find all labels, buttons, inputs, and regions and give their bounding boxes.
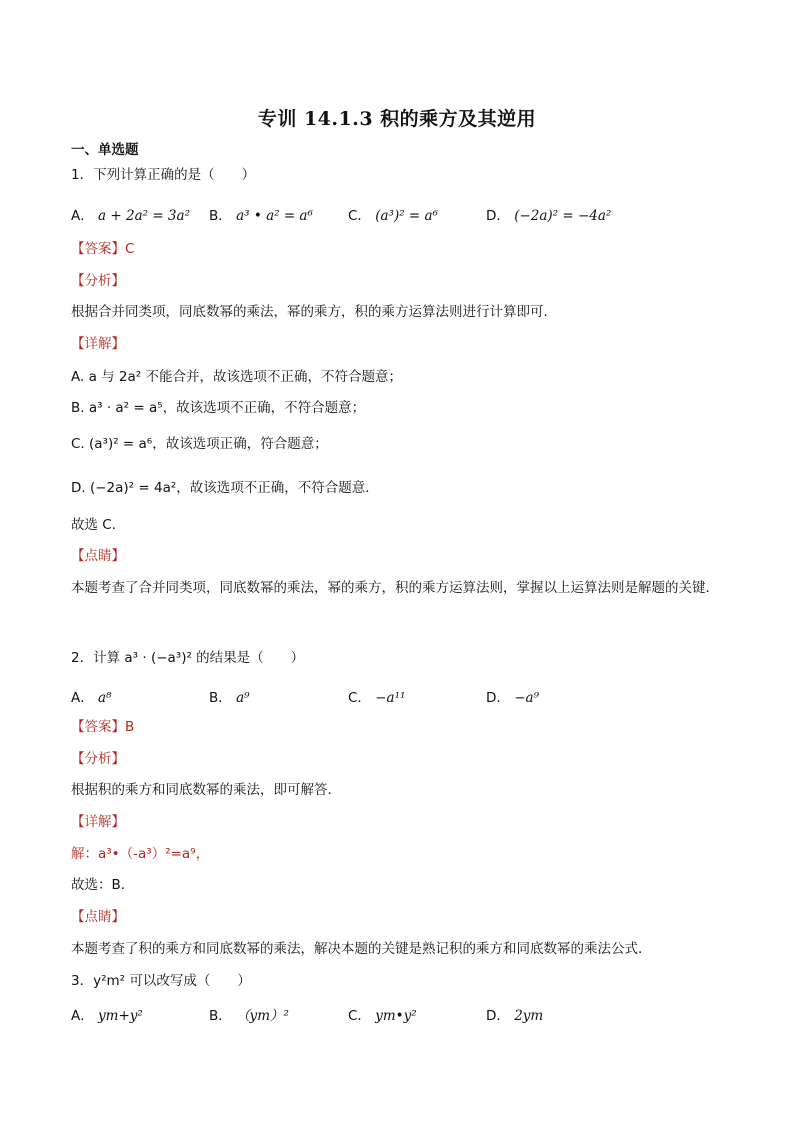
q1-answer-value: C	[125, 241, 135, 257]
q3-option-a-expr: ym+y²	[98, 1008, 143, 1024]
q1-option-d-label: D．	[486, 208, 510, 224]
q3-option-b-expr: （ym）²	[236, 1008, 289, 1024]
q3-option-a-label: A．	[71, 1008, 94, 1024]
q2-answer-value: B	[125, 719, 135, 735]
q2-option-a-expr: a⁸	[98, 690, 112, 706]
q2-option-c-label: C．	[348, 690, 371, 706]
q1-comment-tag: 【点睛】	[71, 548, 125, 564]
q2-option-a-label: A．	[71, 690, 94, 706]
q1-option-b	[209, 204, 313, 224]
q2-option-b-expr: a⁹	[236, 690, 250, 706]
q2-option-a	[71, 686, 112, 706]
q2-comment-tag: 【点睛】	[71, 909, 125, 925]
section-heading: 一、单选题	[71, 142, 139, 158]
q1-detail-tag: 【详解】	[71, 336, 125, 352]
q3-stem: 3．y²m² 可以改写成（ ）	[71, 973, 251, 989]
q1-answer-tag: 【答案】	[71, 241, 125, 257]
q1-analysis-text: 根据合并同类项，同底数幂的乘法，幂的乘方，积的乘方运算法则进行计算即可．	[71, 304, 557, 320]
q2-option-d-label: D．	[486, 690, 510, 706]
q2-answer-row	[71, 718, 134, 736]
q1-option-c	[348, 204, 438, 224]
q2-analysis-tag: 【分析】	[71, 751, 125, 767]
q3-option-a	[71, 1004, 143, 1024]
q1-option-b-label: B．	[209, 208, 232, 224]
q3-option-c-label: C．	[348, 1008, 371, 1024]
q3-option-d-label: D．	[486, 1008, 510, 1024]
q2-answer-tag: 【答案】	[71, 719, 125, 735]
q1-detail-d: D. (−2a)² = 4a²，故该选项不正确，不符合题意．	[71, 480, 379, 496]
q1-option-c-label: C．	[348, 208, 371, 224]
q2-detail-text: 解：a³•（-a³）²=a⁹，	[71, 846, 210, 862]
q1-analysis-tag: 【分析】	[71, 273, 125, 289]
q1-detail-a: A. a 与 2a² 不能合并，故该选项不正确，不符合题意；	[71, 369, 402, 385]
q1-option-c-expr: (a³)² = a⁶	[375, 208, 438, 224]
q2-option-d	[486, 686, 539, 706]
q3-option-d-expr: 2ym	[514, 1008, 544, 1024]
q1-option-d	[486, 204, 611, 224]
q2-detail-tag: 【详解】	[71, 814, 125, 830]
q3-option-b	[209, 1004, 289, 1024]
q2-option-c-expr: −a¹¹	[375, 690, 406, 706]
q1-detail-b: B. a³ · a² = a⁵，故该选项不正确，不符合题意；	[71, 400, 366, 416]
q1-stem: 1．下列计算正确的是（ ）	[71, 167, 256, 183]
q2-stem: 2．计算 a³ · (−a³)² 的结果是（ ）	[71, 650, 305, 666]
q2-analysis-text: 根据积的乘方和同底数幂的乘法，即可解答．	[71, 782, 341, 798]
page-title: 专训 14.1.3 积的乘方及其逆用	[257, 108, 537, 130]
q1-option-b-expr: a³ • a² = a⁶	[236, 208, 313, 224]
q1-answer-row	[71, 240, 134, 258]
q3-option-b-label: B．	[209, 1008, 232, 1024]
q1-option-d-expr: (−2a)² = −4a²	[514, 208, 612, 224]
q1-option-a-label: A．	[71, 208, 94, 224]
q1-option-a	[71, 204, 190, 224]
q2-comment-text: 本题考查了积的乘方和同底数幂的乘法，解决本题的关键是熟记积的乘方和同底数幂的乘法公式．	[71, 941, 652, 957]
q1-comment-text: 本题考查了合并同类项，同底数幂的乘法，幂的乘方，积的乘方运算法则，掌握以上运算法则是解题的关键．	[71, 580, 719, 596]
q2-option-c	[348, 686, 405, 706]
q1-option-a-expr: a + 2a² = 3a²	[98, 208, 190, 224]
q3-option-c	[348, 1004, 417, 1024]
q3-option-d	[486, 1004, 543, 1024]
q2-option-b-label: B．	[209, 690, 232, 706]
q2-choose: 故选：B．	[71, 877, 135, 893]
q3-option-c-expr: ym•y²	[375, 1008, 417, 1024]
q1-choose: 故选 C．	[71, 517, 126, 533]
q2-option-d-expr: −a⁹	[514, 690, 539, 706]
q1-detail-c: C. (a³)² = a⁶，故该选项正确，符合题意；	[71, 436, 328, 452]
q2-option-b	[209, 686, 250, 706]
